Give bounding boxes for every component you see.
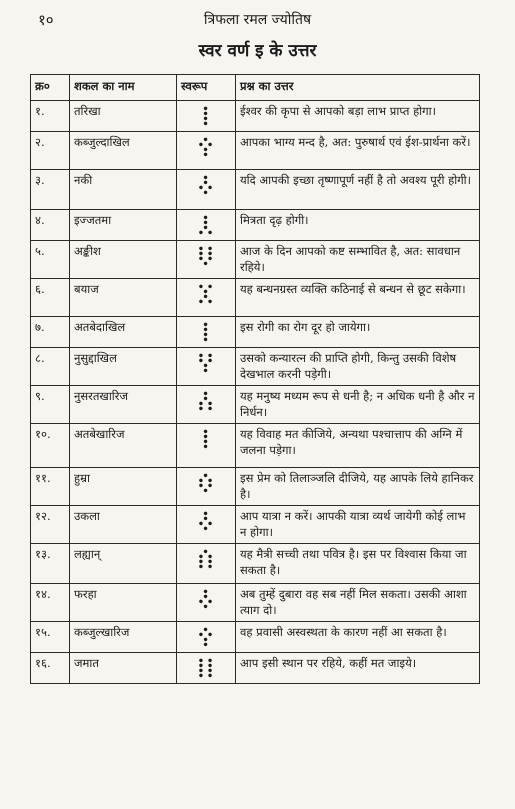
row-figure-name: बयाज — [70, 279, 177, 317]
row-serial: ३. — [31, 170, 70, 210]
row-serial: ९. — [31, 386, 70, 424]
row-serial: १६. — [31, 653, 70, 684]
page-header — [0, 6, 515, 32]
row-figure-name: कब्जुल्खारिज — [70, 622, 177, 653]
table-row — [31, 468, 480, 506]
row-figure-name: नुसरतखारिज — [70, 386, 177, 424]
row-form — [177, 101, 236, 132]
row-answer: मित्रता दृढ़ होगी। — [236, 210, 480, 241]
section-title: स्वर वर्ण इ के उत्तर — [198, 41, 317, 61]
line-line-line-line-icon: ● ● ● ● ● ● ● ● — [199, 657, 213, 679]
table-row — [31, 132, 480, 170]
row-answer: यह मनुष्य मध्यम रूप से धनी है; न अधिक धनी है और न निर्धन। — [236, 386, 480, 424]
table-row — [31, 544, 480, 584]
column-header-form: स्वरूप — [177, 75, 236, 101]
row-form — [177, 622, 236, 653]
row-answer: आज के दिन आपको कष्ट सम्भावित है, अत: सावधान रहिये। — [236, 241, 480, 279]
page-number: १० — [38, 11, 54, 29]
line-line-line-dot-icon: ● ● ● ● ● ● ● — [199, 245, 213, 267]
row-figure-name: लह्यान् — [70, 544, 177, 584]
table-row — [31, 622, 480, 653]
row-figure-name: नुसुद्दाखिल — [70, 348, 177, 386]
line-dot-dot-line-icon: ● ● ● ● ● ● — [199, 283, 213, 305]
row-serial: २. — [31, 132, 70, 170]
row-form — [177, 653, 236, 684]
dot-line-dot-dot-icon: ● ● ● ● ● — [199, 136, 213, 158]
row-answer: वह प्रवासी अस्वस्थता के कारण नहीं आ सकता है। — [236, 622, 480, 653]
table-row — [31, 506, 480, 544]
row-figure-name: उकला — [70, 506, 177, 544]
row-form — [177, 348, 236, 386]
row-serial: १. — [31, 101, 70, 132]
row-form — [177, 210, 236, 241]
row-form — [177, 424, 236, 468]
row-figure-name: फरहा — [70, 584, 177, 622]
row-answer: यदि आपकी इच्छा तृष्णापूर्ण नहीं है तो अवश्य पूरी होगी। — [236, 170, 480, 210]
book-title: त्रिफला रमल ज्योतिष — [203, 12, 312, 28]
row-serial: ६. — [31, 279, 70, 317]
table-row — [31, 317, 480, 348]
row-figure-name: अङ्कीश — [70, 241, 177, 279]
dot-dot-dot-dot-icon: ● ● ● ● — [203, 428, 209, 450]
row-serial: १२. — [31, 506, 70, 544]
row-form — [177, 170, 236, 210]
table-row — [31, 424, 480, 468]
table-row — [31, 241, 480, 279]
dot-dot-line-dot-icon: ● ● ● ● ● — [199, 174, 213, 196]
table-header-row — [31, 75, 480, 101]
row-figure-name: जमात — [70, 653, 177, 684]
table-row — [31, 210, 480, 241]
table-row — [31, 584, 480, 622]
row-figure-name: कब्जुल्दाखिल — [70, 132, 177, 170]
row-figure-name: अतबेखारिज — [70, 424, 177, 468]
column-header-serial: क्र० — [31, 75, 70, 101]
row-form — [177, 279, 236, 317]
row-form — [177, 386, 236, 424]
row-answer: आप इसी स्थान पर रहिये, कहीं मत जाइये। — [236, 653, 480, 684]
row-form — [177, 317, 236, 348]
dot-dot-dot-dot-icon: ● ● ● ● — [203, 321, 209, 343]
column-header-answer: प्रश्न का उत्तर — [236, 75, 480, 101]
row-answer: ईश्वर की कृपा से आपको बड़ा लाभ प्राप्त होगा। — [236, 101, 480, 132]
row-serial: १४. — [31, 584, 70, 622]
row-answer: यह मैत्री सच्ची तथा पवित्र है। इस पर विश्वास किया जा सकता है। — [236, 544, 480, 584]
row-answer: इस प्रेम को तिलाञ्जलि दीजिये, यह आपके लिये हानिकर है। — [236, 468, 480, 506]
row-form — [177, 544, 236, 584]
row-serial: ५. — [31, 241, 70, 279]
row-serial: १५. — [31, 622, 70, 653]
line-line-dot-dot-icon: ● ● ● ● ● ● — [199, 352, 213, 374]
dot-line-dot-dot-icon: ● ● ● ● ● — [199, 626, 213, 648]
row-form — [177, 584, 236, 622]
row-answer: यह विवाह मत कीजिये, अन्यथा पश्चात्ताप की अग्नि में जलना पड़ेगा। — [236, 424, 480, 468]
row-figure-name: नकी — [70, 170, 177, 210]
dot-dot-line-dot-icon: ● ● ● ● ● — [199, 510, 213, 532]
table-row — [31, 386, 480, 424]
dot-line-line-dot-icon: ● ● ● ● ● ● — [199, 472, 213, 494]
row-form — [177, 506, 236, 544]
row-serial: १३. — [31, 544, 70, 584]
row-form — [177, 132, 236, 170]
row-serial: १०. — [31, 424, 70, 468]
table-row — [31, 653, 480, 684]
row-answer: अब तुम्हें दुबारा वह सब नहीं मिल सकता। उसकी आशा त्याग दो। — [236, 584, 480, 622]
row-figure-name: इज्जतमा — [70, 210, 177, 241]
row-figure-name: हुम्रा — [70, 468, 177, 506]
row-answer: आप यात्रा न करें। आपकी यात्रा व्यर्थ जायेगी कोई लाभ न होगा। — [236, 506, 480, 544]
answers-table — [30, 74, 480, 684]
row-answer: उसको कन्यारत्न की प्राप्ति होगी, किन्तु उसकी विशेष देखभाल करनी पड़ेगी। — [236, 348, 480, 386]
table-row — [31, 348, 480, 386]
dot-dot-line-line-icon: ● ● ● ● ● ● — [199, 390, 213, 412]
row-serial: ११. — [31, 468, 70, 506]
dot-line-line-line-icon: ● ● ● ● ● ● ● — [199, 548, 213, 570]
row-form — [177, 241, 236, 279]
row-serial: ८. — [31, 348, 70, 386]
table-row — [31, 279, 480, 317]
row-answer: यह बन्धनग्रस्त व्यक्ति कठिनाई से बन्धन से छूट सकेगा। — [236, 279, 480, 317]
row-answer: इस रोगी का रोग दूर हो जायेगा। — [236, 317, 480, 348]
row-serial: ४. — [31, 210, 70, 241]
dot-dot-dot-dot-icon: ● ● ● ● — [203, 105, 209, 127]
dot-dot-line-dot-icon: ● ● ● ● ● — [199, 588, 213, 610]
row-answer: आपका भाग्य मन्द है, अत: पुरुषार्थ एवं ईश-प्रार्थना करें। — [236, 132, 480, 170]
table-row — [31, 170, 480, 210]
column-header-name: शकल का नाम — [70, 75, 177, 101]
row-figure-name: तरिखा — [70, 101, 177, 132]
dot-dot-dot-line-icon: ● ● ● ● ● — [199, 214, 213, 236]
row-form — [177, 468, 236, 506]
row-serial: ७. — [31, 317, 70, 348]
table-row — [31, 101, 480, 132]
row-figure-name: अतबेदाखिल — [70, 317, 177, 348]
